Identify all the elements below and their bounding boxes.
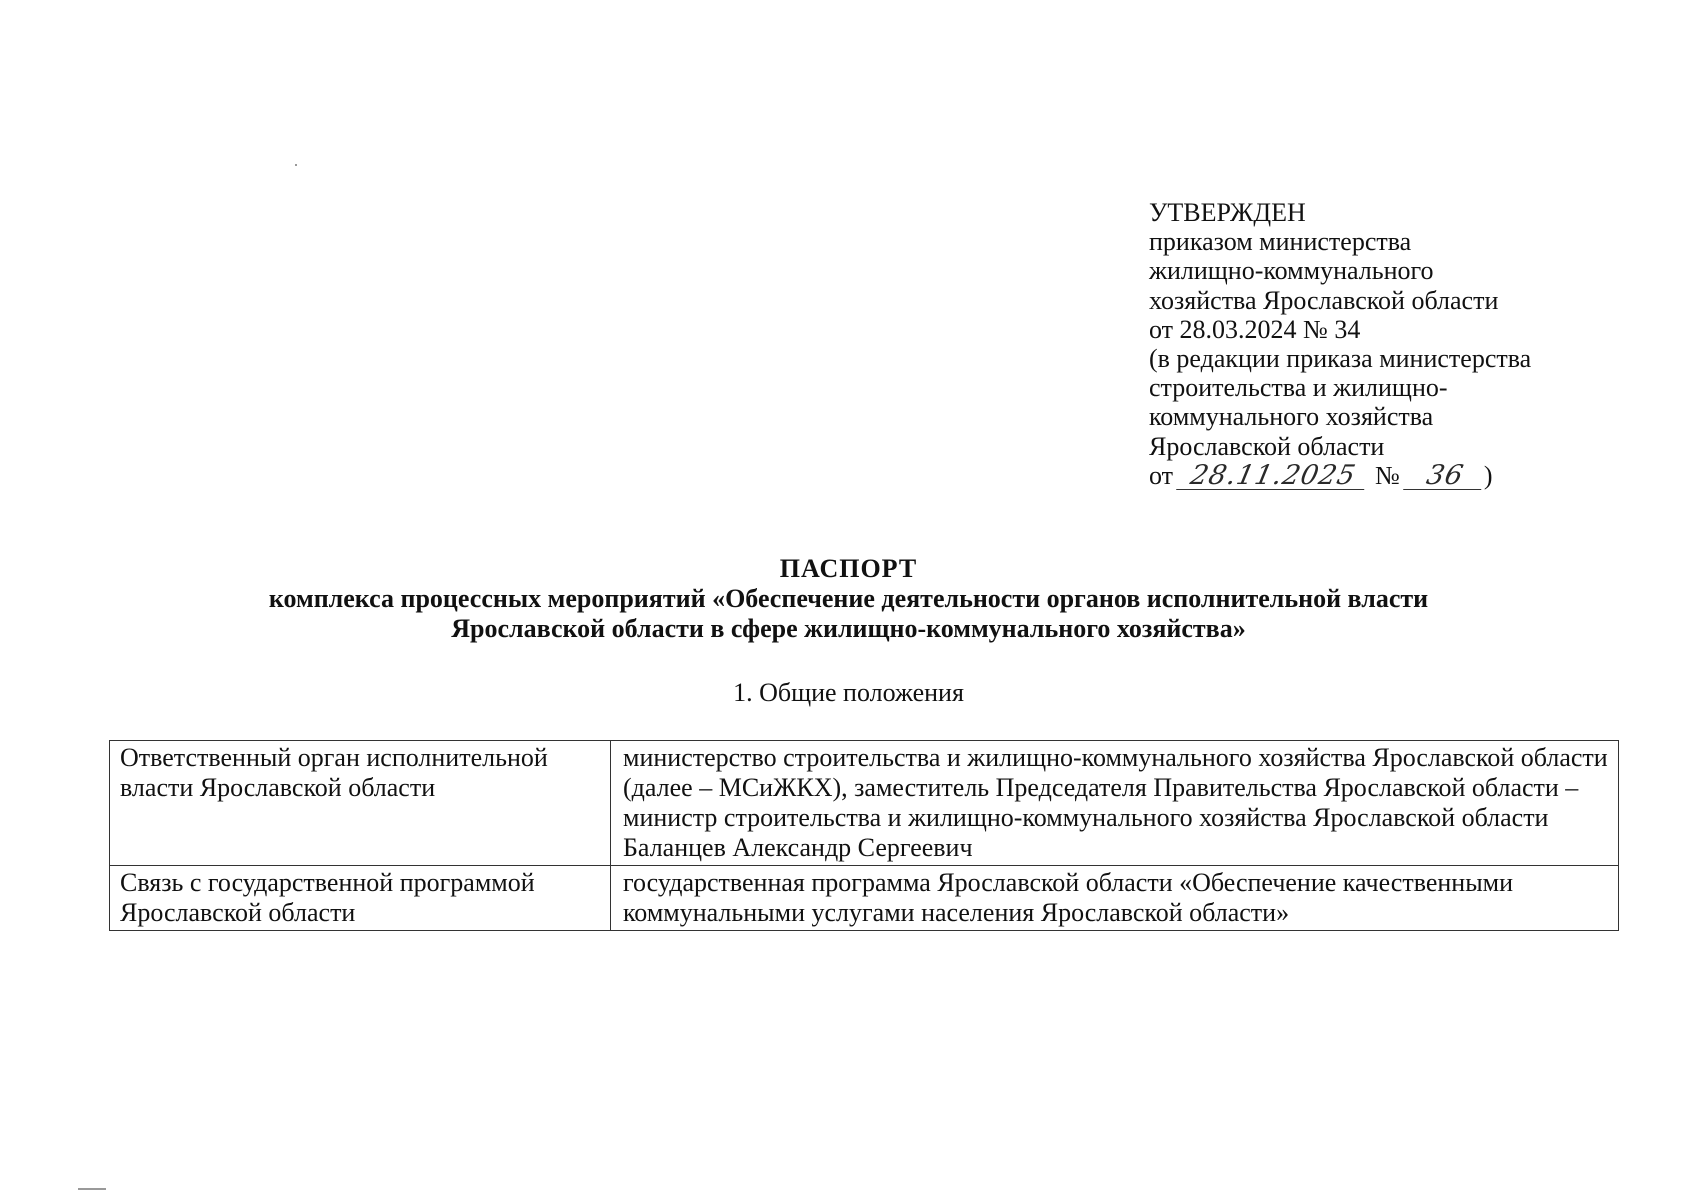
approval-line: хозяйства Ярославской области <box>1149 285 1499 315</box>
table-row <box>110 866 1619 931</box>
approval-line: строительства и жилищно- <box>1149 373 1448 403</box>
handwritten-date: 28.11.2025 <box>1176 463 1370 490</box>
approval-line: от 28.03.2024 № 34 <box>1149 314 1361 344</box>
from-label: от <box>1149 460 1174 490</box>
row-value: государственная программа Ярославской области «Обеспечение качественными коммунальными услугами населения Ярославской области» <box>611 866 1619 931</box>
approval-line: жилищно-коммунального <box>1149 256 1434 286</box>
row-label: Связь с государственной программой Ярославской области <box>110 866 611 931</box>
handwritten-number: 36 <box>1403 463 1487 490</box>
general-provisions-table <box>109 740 1619 931</box>
scan-artifact <box>295 164 297 166</box>
close-paren: ) <box>1483 460 1493 490</box>
row-value: министерство строительства и жилищно-коммунального хозяйства Ярославской области (далее – МСиЖКХ), заместитель Председателя Правительства Ярославской области – министр строительства и жилищно-коммунального хозяйства Ярославской области Баланцев Александр Сергеевич <box>611 741 1619 866</box>
approval-line: коммунального хозяйства <box>1149 402 1434 432</box>
row-label: Ответственный орган исполнительной власти Ярославской области <box>110 741 611 866</box>
approval-line: (в редакции приказа министерства <box>1149 344 1532 374</box>
scan-artifact <box>78 1188 106 1190</box>
approval-line: приказом министерства <box>1149 227 1412 257</box>
section-heading: 1. Общие положения <box>733 678 964 707</box>
document-subtitle-line-2: Ярославской области в сфере жилищно-коммунального хозяйства» <box>451 614 1246 643</box>
document-title: ПАСПОРТ <box>779 554 918 583</box>
approval-signoff-line <box>1149 461 1669 490</box>
table-row <box>110 741 1619 866</box>
number-sign: № <box>1375 460 1400 490</box>
approval-line: Ярославской области <box>1149 431 1385 461</box>
approval-block <box>1149 198 1669 490</box>
approval-heading: УТВЕРЖДЕН <box>1149 198 1306 227</box>
document-subtitle-line-1: комплекса процессных мероприятий «Обеспечение деятельности органов исполнительной власти <box>268 584 1429 613</box>
